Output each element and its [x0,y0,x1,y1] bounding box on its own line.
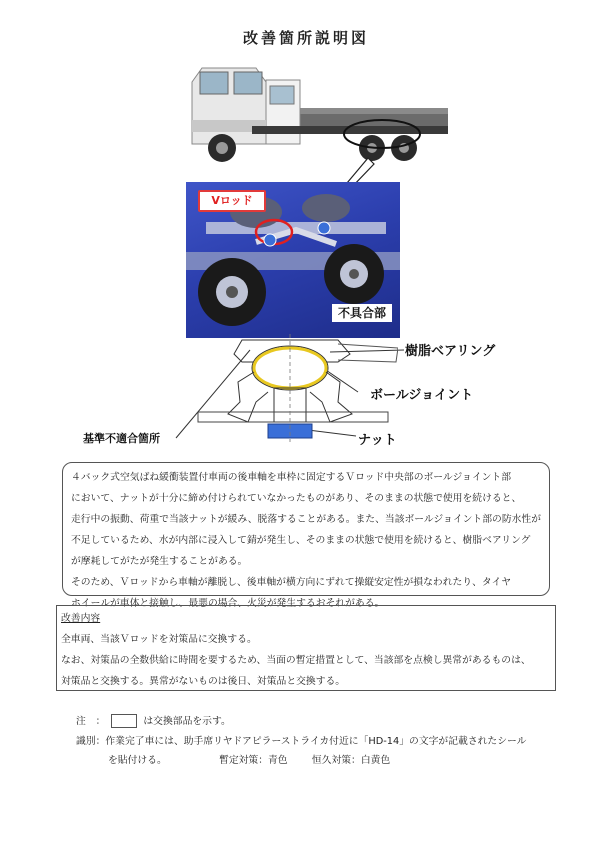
remedy-line: 全車両、当該Ｖロッドを対策品に交換する。 [61,634,257,645]
description-line: ４バック式空気ばね緩衝装置付車両の後車軸を車枠に固定するＶロッド中央部のボールジョイント部 [71,472,512,483]
remedy-box [56,605,556,691]
replacement-part-swatch [111,714,137,728]
defect-label: 不具合部 [332,304,392,322]
description-line: が摩耗してがたが発生することがある。 [71,556,248,567]
vrod-label: Vロッド [198,190,266,212]
description-box [62,462,550,609]
temporary-color: 暫定対策：青色 [219,755,288,766]
description-line: そのため、Ｖロッドから車軸が離脱し、後車軸が横方向にずれて操縦安定性が損なわれたり、タイヤ [71,577,512,588]
ball-joint-label: ボールジョイント [370,388,474,403]
identification-row-2 [108,752,390,766]
id-text: 作業完了車には、助手席リヤドアピラーストライカ付近に「HD-14」の文字が記載されたシール [105,736,527,747]
identification-row [76,733,526,747]
description-line: 不足しているため、水が内部に浸入して錆が発生し、そのままの状態で使用を続けると、樹脂ベアリング [71,535,531,546]
truck-illustration [182,62,452,172]
nonconforming-label: 基準不適合箇所 [83,432,160,445]
description-line: 走行中の振動、荷重で当該ナットが緩み、脱落することがある。また、当該ボールジョイント部の防水性が [71,514,542,525]
id-text-2: を貼付ける。 [108,755,167,766]
nut-label: ナット [358,433,397,448]
page-title: 改善箇所説明図 [242,29,369,47]
ball-joint-diagram [188,332,398,444]
note-label: 注 ： [76,716,106,727]
description-line: ホイールが車体と接触し、最悪の場合、火災が発生するおそれがある。 [71,598,385,609]
remedy-line: 対策品と交換する。異常がないものは後日、対策品と交換する。 [61,676,346,687]
id-label: 識別： [76,736,106,747]
remedy-heading: 改善内容 [61,613,101,624]
remedy-line: なお、対策品の全数供給に時間を要するため、当面の暫定措置として、当該部を点検し異常があるものは、 [61,655,531,666]
resin-bearing-label: 樹脂ベアリング [405,344,496,359]
note-row [76,713,231,728]
note-text: は交換部品を示す。 [143,716,231,727]
permanent-color: 恒久対策：白黄色 [311,755,391,766]
description-line: において、ナットが十分に締め付けられていなかったものがあり、そのままの状態で使用を続けると、 [71,493,522,504]
